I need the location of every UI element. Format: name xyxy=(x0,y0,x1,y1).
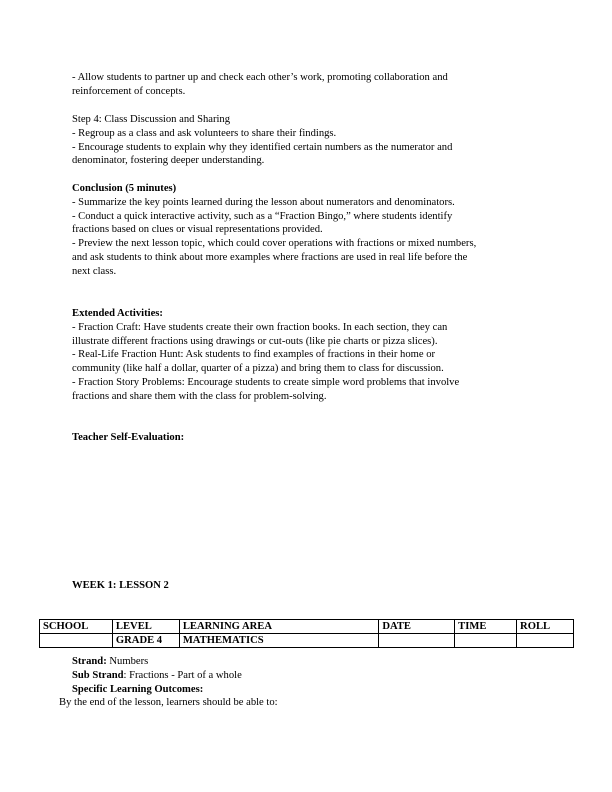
extended-heading: Extended Activities: xyxy=(72,308,163,319)
sub-strand-label: Sub Strand xyxy=(72,669,124,681)
partner-check-paragraph xyxy=(72,71,542,99)
text-line: and ask students to think about more examples where fractions are used in real life before the xyxy=(72,251,468,263)
table-header-cell: TIME xyxy=(455,620,517,634)
text-line: - Summarize the key points learned during the lesson about numerators and denominators. xyxy=(72,196,455,208)
sub-strand-value: : Fractions - Part of a whole xyxy=(123,669,242,681)
text-line: next class. xyxy=(72,265,117,277)
table-cell xyxy=(517,634,574,648)
table-header-cell: SCHOOL xyxy=(40,620,113,634)
self-eval-heading: Teacher Self-Evaluation: xyxy=(72,432,185,443)
week-lesson-section xyxy=(72,579,542,593)
strand-line xyxy=(72,655,552,669)
self-evaluation-section xyxy=(72,431,542,445)
text-line: - Fraction Craft: Have students create their own fraction books. In each section, they can xyxy=(72,321,448,333)
step4-section xyxy=(72,113,542,168)
conclusion-heading: Conclusion (5 minutes) xyxy=(72,183,177,194)
text-line: denominator, fostering deeper understanding. xyxy=(72,155,265,167)
table-header-cell: ROLL xyxy=(517,620,574,634)
table-cell xyxy=(40,634,113,648)
table-cell xyxy=(379,634,455,648)
text-line: - Real-Life Fraction Hunt: Ask students to find examples of fractions in their home or xyxy=(72,349,436,361)
text-line: fractions and share them with the class for problem-solving. xyxy=(72,390,327,402)
table-header-cell: LEARNING AREA xyxy=(179,620,379,634)
text-line: community (like half a dollar, quarter of a pizza) and bring them to class for discussion. xyxy=(72,363,444,375)
outcomes-heading: Specific Learning Outcomes: xyxy=(72,683,204,695)
text-line: reinforcement of concepts. xyxy=(72,85,186,97)
text-line: - Fraction Story Problems: Encourage students to create simple word problems that involve xyxy=(72,376,460,388)
text-line: illustrate different fractions using drawings or cut-outs (like pie charts or pizza slices). xyxy=(72,335,438,347)
text-line: fractions based on clues or visual representations provided. xyxy=(72,224,323,236)
table-row xyxy=(40,634,574,648)
text-line: - Encourage students to explain why they identified certain numbers as the numerator and xyxy=(72,141,453,153)
text-line: - Allow students to partner up and check each other’s work, promoting collaboration and xyxy=(72,72,448,83)
text-line: - Preview the next lesson topic, which could cover operations with fractions or mixed numbers, xyxy=(72,238,477,250)
outcomes-intro: By the end of the lesson, learners should be able to: xyxy=(59,697,278,709)
extended-activities-section xyxy=(72,307,542,404)
conclusion-section xyxy=(72,182,542,279)
text-line: - Regroup as a class and ask volunteers to share their findings. xyxy=(72,127,337,139)
table-header-cell: DATE xyxy=(379,620,455,634)
table-header-row xyxy=(40,620,574,634)
step4-title: Step 4: Class Discussion and Sharing xyxy=(72,114,231,125)
sub-strand-line xyxy=(72,669,552,683)
week-lesson-heading: WEEK 1: LESSON 2 xyxy=(72,580,169,591)
lesson-meta-table xyxy=(39,619,574,648)
strand-value: Numbers xyxy=(106,656,149,667)
text-line: - Conduct a quick interactive activity, such as a “Fraction Bingo,” where students identify xyxy=(72,210,453,222)
lesson-info-section xyxy=(59,655,552,710)
table-cell: MATHEMATICS xyxy=(179,634,379,648)
table-header-cell: LEVEL xyxy=(112,620,179,634)
table-cell: GRADE 4 xyxy=(112,634,179,648)
strand-label: Strand: xyxy=(72,656,107,667)
table-cell xyxy=(455,634,517,648)
